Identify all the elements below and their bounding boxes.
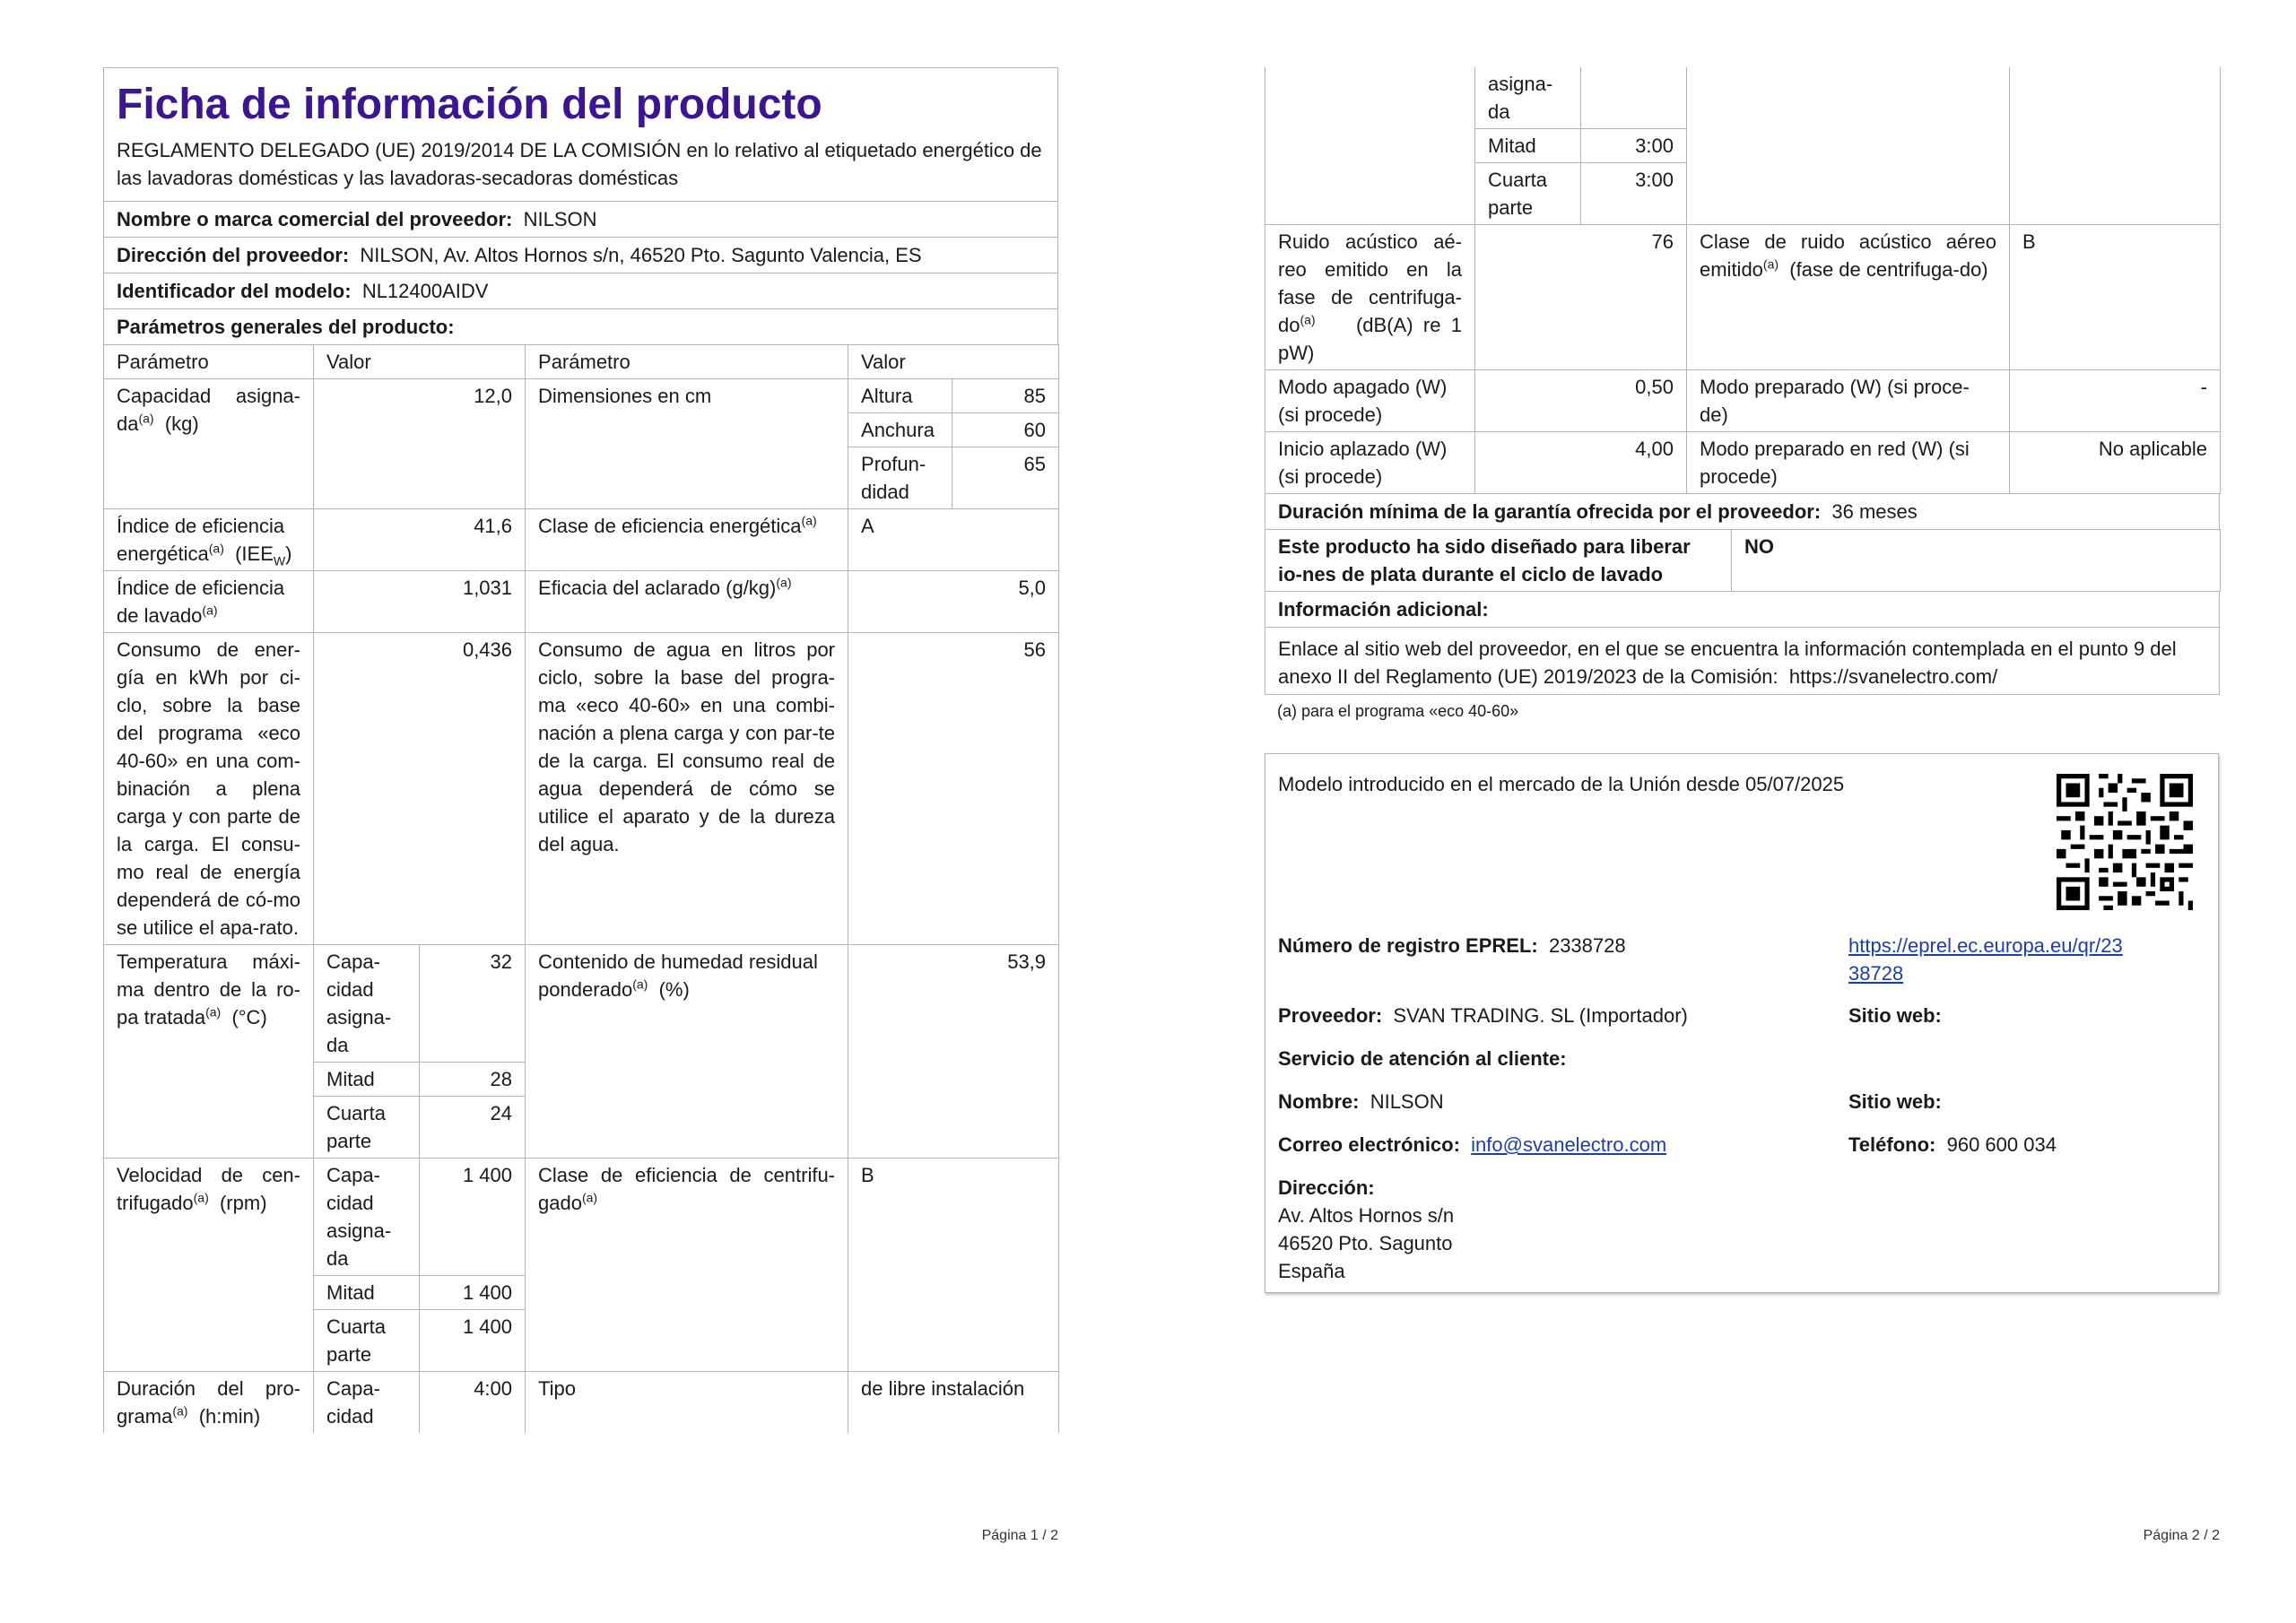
service-label: Servicio de atención al cliente: xyxy=(1278,1047,1567,1070)
card-supplier-value: SVAN TRADING. SL (Importador) xyxy=(1393,1004,1688,1027)
website-label: Sitio web: xyxy=(1848,1004,1942,1027)
warranty-row xyxy=(1265,494,2220,529)
type-continued-cell xyxy=(1687,67,2010,225)
duration-rated-cont xyxy=(1581,67,1687,129)
duration-sub-quarter: Cuarta parte xyxy=(1475,163,1581,225)
energy-class-label: Clase de eficiencia energética xyxy=(538,515,802,537)
duration-quarter-value: 3:00 xyxy=(1581,163,1687,225)
phone-label: Teléfono: xyxy=(1848,1133,1936,1156)
name-label: Nombre: xyxy=(1278,1090,1360,1113)
energy-class-label-cell xyxy=(526,509,848,571)
warranty-label: Duración mínima de la garantía ofrecida por el proveedor: xyxy=(1278,500,1822,523)
footnote-marker: (a) xyxy=(581,1190,598,1205)
duration-sub-rated-cont: asigna-da xyxy=(1475,67,1581,129)
supplier-address-row xyxy=(103,237,1058,273)
phone-value: 960 600 034 xyxy=(1946,1133,2057,1156)
table-row xyxy=(104,633,1059,945)
header-block xyxy=(103,67,1058,201)
spin-quarter-value: 1 400 xyxy=(420,1310,526,1372)
supplier-name-row xyxy=(103,201,1058,237)
silver-ions-table xyxy=(1265,529,2221,592)
noise-label: Ruido acústico aé-reo emitido en la fase de centrifuga-do xyxy=(1278,230,1462,336)
noise-class-label-cell xyxy=(1687,225,2010,370)
noise-class-label: Clase de ruido acústico aéreo emitido xyxy=(1700,230,1996,281)
type-label: Tipo xyxy=(526,1372,848,1434)
table-header-row xyxy=(104,345,1059,379)
temp-sub-half: Mitad xyxy=(314,1063,420,1097)
address-line-2: 46520 Pto. Sagunto xyxy=(1278,1232,1453,1254)
header-value: Valor xyxy=(314,345,526,379)
service-row xyxy=(1278,1045,1567,1072)
footnote-marker: (a) xyxy=(193,1190,209,1205)
general-params-row xyxy=(103,308,1058,344)
eprel-card xyxy=(1265,753,2219,1293)
rinse-value: 5,0 xyxy=(848,571,1059,633)
regulation-text: REGLAMENTO DELEGADO (UE) 2019/2014 DE LA COMISIÓN en lo relativo al etiquetado energético de las lavadoras domésticas y las lavadoras-secadoras domésticas xyxy=(117,139,1042,189)
email-link[interactable]: info@svanelectro.com xyxy=(1471,1133,1667,1156)
footnote-marker: (a) xyxy=(208,541,224,556)
noise-value: 76 xyxy=(1475,225,1687,370)
wash-index-label-cell xyxy=(104,571,314,633)
type-value-continued-cell xyxy=(2010,67,2221,225)
energy-consumption-value: 0,436 xyxy=(314,633,526,945)
page-number-1: Página 1 / 2 xyxy=(981,1528,1058,1543)
rinse-label-cell xyxy=(526,571,848,633)
eei-label-cell xyxy=(104,509,314,571)
email-row xyxy=(1278,1131,1666,1159)
dim-width-label: Anchura xyxy=(848,413,952,447)
footnote-marker: (a) xyxy=(138,411,154,426)
model-id-value: NL12400AIDV xyxy=(361,280,489,302)
table-row xyxy=(104,1372,1059,1434)
dim-width-value: 60 xyxy=(952,413,1059,447)
temp-sub-quarter: Cuarta parte xyxy=(314,1097,420,1159)
eprel-url-line-1[interactable]: https://eprel.ec.europa.eu/qr/23 xyxy=(1848,934,2123,957)
wash-index-label: Índice de eficiencia de lavado xyxy=(117,577,285,627)
supplier-website-link[interactable]: https://svanelectro.com/ xyxy=(1788,665,1998,688)
noise-class-value: B xyxy=(2010,225,2221,370)
energy-class-value: A xyxy=(848,509,1059,571)
water-value: 56 xyxy=(848,633,1059,945)
name-value: NILSON xyxy=(1370,1090,1444,1113)
eprel-link[interactable] xyxy=(1848,932,2123,987)
footnote-marker: (a) xyxy=(776,575,792,590)
network-standby-label: Modo preparado en red (W) (si procede) xyxy=(1687,432,2010,494)
supplier-row xyxy=(1278,1002,1688,1029)
table-row xyxy=(104,1159,1059,1276)
temp-label-cell xyxy=(104,945,314,1159)
market-date-text: Modelo introducido en el mercado de la Unión desde 05/07/2025 xyxy=(1278,773,1845,795)
table-row xyxy=(1265,67,2221,129)
off-mode-label: Modo apagado (W) (si procede) xyxy=(1265,370,1475,432)
parameters-table-continued xyxy=(1265,67,2221,494)
name-row xyxy=(1278,1088,1444,1115)
water-label: Consumo de agua en litros por ciclo, sobre la base del progra-ma «eco 40-60» en una combi-nación a plena carga y con par-te de la carga. El consumo real de agua dependerá de cómo se utilice el aparato y de la dureza del agua. xyxy=(526,633,848,945)
address-label: Dirección: xyxy=(1278,1176,1375,1199)
supplier-address-label: Dirección del proveedor: xyxy=(117,244,350,266)
footnote-marker: (a) xyxy=(1762,256,1779,272)
off-mode-value: 0,50 xyxy=(1475,370,1687,432)
address-block xyxy=(1278,1174,1454,1285)
model-id-row xyxy=(103,273,1058,308)
table-row xyxy=(104,509,1059,571)
page-title: Ficha de información del producto xyxy=(117,81,822,128)
phone-row xyxy=(1848,1131,2057,1159)
eei-unit-post: ) xyxy=(285,542,292,565)
spin-class-value: B xyxy=(848,1159,1059,1372)
moisture-label: Contenido de humedad residual ponderado xyxy=(538,950,818,1001)
duration-rated-value: 4:00 xyxy=(420,1372,526,1434)
supplier-name-value: NILSON xyxy=(523,208,597,230)
rinse-label: Eficacia del aclarado (g/kg) xyxy=(538,577,777,599)
table-row xyxy=(104,571,1059,633)
duration-sub-partial: Capa-cidad xyxy=(314,1372,420,1434)
table-row xyxy=(1265,370,2221,432)
spin-label: Velocidad de cen-trifugado xyxy=(117,1164,300,1214)
spin-class-label-cell xyxy=(526,1159,848,1372)
noise-unit: (dB(A) re 1 pW) xyxy=(1278,314,1462,364)
eprel-url-line-2[interactable]: 38728 xyxy=(1848,962,1904,985)
eei-value: 41,6 xyxy=(314,509,526,571)
spin-half-value: 1 400 xyxy=(420,1276,526,1310)
silver-ions-value: NO xyxy=(1732,530,2221,592)
type-value: de libre instalación xyxy=(848,1372,1059,1434)
moisture-value: 53,9 xyxy=(848,945,1059,1159)
additional-info-header xyxy=(1265,592,2220,627)
duration-unit: (h:min) xyxy=(198,1405,261,1428)
supplier-address-value: NILSON, Av. Altos Hornos s/n, 46520 Pto. Sagunto Valencia, ES xyxy=(360,244,922,266)
capacity-unit: (kg) xyxy=(164,412,199,435)
spin-unit: (rpm) xyxy=(219,1192,267,1214)
footnote-marker: (a) xyxy=(205,1004,222,1020)
delay-start-value: 4,00 xyxy=(1475,432,1687,494)
website-row-2 xyxy=(1848,1088,1942,1115)
website-label-2: Sitio web: xyxy=(1848,1090,1942,1113)
model-id-label: Identificador del modelo: xyxy=(117,280,352,302)
eprel-value: 2338728 xyxy=(1548,934,1626,957)
additional-info-body xyxy=(1265,627,2220,695)
page-2 xyxy=(1265,0,2220,1543)
header-param-2: Parámetro xyxy=(526,345,848,379)
spin-sub-quarter: Cuarta parte xyxy=(314,1310,420,1372)
noise-class-label-post: (fase de centrifuga-do) xyxy=(1789,258,1988,281)
additional-info-text: Enlace al sitio web del proveedor, en el que se encuentra la información contemplada en el punto 9 del anexo II del Reglamento (UE) 2019/2023 de la Comisión: xyxy=(1278,638,2177,688)
supplier-name-label: Nombre o marca comercial del proveedor: xyxy=(117,208,513,230)
parameters-table xyxy=(103,344,1059,1433)
temp-half-value: 28 xyxy=(420,1063,526,1097)
standby-label: Modo preparado (W) (si proce-de) xyxy=(1687,370,2010,432)
page-number-2: Página 2 / 2 xyxy=(2143,1528,2220,1543)
capacity-value: 12,0 xyxy=(314,379,526,509)
table-row xyxy=(1265,530,2221,592)
duration-continued-cell xyxy=(1265,67,1475,225)
moisture-label-cell xyxy=(526,945,848,1159)
qr-code-icon[interactable] xyxy=(2057,774,2193,910)
dim-depth-value: 65 xyxy=(952,447,1059,509)
duration-label-cell xyxy=(104,1372,314,1434)
delay-start-label: Inicio aplazado (W) (si procede) xyxy=(1265,432,1475,494)
page-1 xyxy=(103,0,1058,1543)
email-label: Correo electrónico: xyxy=(1278,1133,1460,1156)
table-row xyxy=(104,379,1059,413)
noise-label-cell xyxy=(1265,225,1475,370)
wash-index-value: 1,031 xyxy=(314,571,526,633)
general-params-label: Parámetros generales del producto: xyxy=(117,316,455,338)
temp-unit: (°C) xyxy=(231,1006,267,1028)
table-row xyxy=(104,945,1059,1063)
dim-depth-label: Profun-didad xyxy=(848,447,952,509)
footnote-marker: (a) xyxy=(1300,312,1316,327)
footnote-marker: (a) xyxy=(801,513,817,528)
duration-label: Duración del pro-grama xyxy=(117,1377,300,1428)
table-row xyxy=(1265,432,2221,494)
eei-unit-sub: W xyxy=(273,553,286,568)
spin-sub-rated: Capa-cidad asigna-da xyxy=(314,1159,420,1276)
spin-rated-value: 1 400 xyxy=(420,1159,526,1276)
address-line-3: España xyxy=(1278,1260,1345,1282)
moisture-unit: (%) xyxy=(658,978,690,1001)
additional-info-label: Información adicional: xyxy=(1278,598,1489,621)
duration-sub-half: Mitad xyxy=(1475,129,1581,163)
temp-rated-value: 32 xyxy=(420,945,526,1063)
capacity-label: Capacidad asigna-da xyxy=(117,385,300,435)
spin-class-label: Clase de eficiencia de centrifu-gado xyxy=(538,1164,836,1214)
footnote-marker: (a) xyxy=(172,1403,188,1419)
temp-sub-rated: Capa-cidad asigna-da xyxy=(314,945,420,1063)
card-supplier-label: Proveedor: xyxy=(1278,1004,1383,1027)
footnote-marker: (a) xyxy=(632,976,648,992)
eprel-label: Número de registro EPREL: xyxy=(1278,934,1538,957)
duration-half-value: 3:00 xyxy=(1581,129,1687,163)
dimensions-label: Dimensiones en cm xyxy=(526,379,848,509)
eei-unit-pre: (IEE xyxy=(235,542,274,565)
spin-sub-half: Mitad xyxy=(314,1276,420,1310)
warranty-value: 36 meses xyxy=(1831,500,1918,523)
dim-height-label: Altura xyxy=(848,379,952,413)
header-value-2: Valor xyxy=(848,345,1059,379)
footnote-marker: (a) xyxy=(202,603,218,618)
temp-quarter-value: 24 xyxy=(420,1097,526,1159)
address-line-1: Av. Altos Hornos s/n xyxy=(1278,1204,1455,1227)
eprel-row xyxy=(1278,932,1626,959)
spin-label-cell xyxy=(104,1159,314,1372)
network-standby-value: No aplicable xyxy=(2010,432,2221,494)
temp-label: Temperatura máxi-ma dentro de la ro-pa tratada xyxy=(117,950,300,1028)
website-row xyxy=(1848,1002,1942,1029)
standby-value: - xyxy=(2010,370,2221,432)
silver-ions-label: Este producto ha sido diseñado para liberar io-nes de plata durante el ciclo de lavado xyxy=(1265,530,1732,592)
header-param: Parámetro xyxy=(104,345,314,379)
table-row xyxy=(1265,225,2221,370)
energy-consumption-label: Consumo de ener-gía en kWh por ci-clo, sobre la base del programa «eco 40-60» en una com-binación a plena carga y con parte de la carga. El consu-mo real de energía dependerá de có-mo se utilice el apa-rato. xyxy=(104,633,314,945)
capacity-label-cell xyxy=(104,379,314,509)
dim-height-value: 85 xyxy=(952,379,1059,413)
eei-label: Índice de eficiencia energética xyxy=(117,515,285,565)
footnote: (a) para el programa «eco 40-60» xyxy=(1277,702,1519,720)
